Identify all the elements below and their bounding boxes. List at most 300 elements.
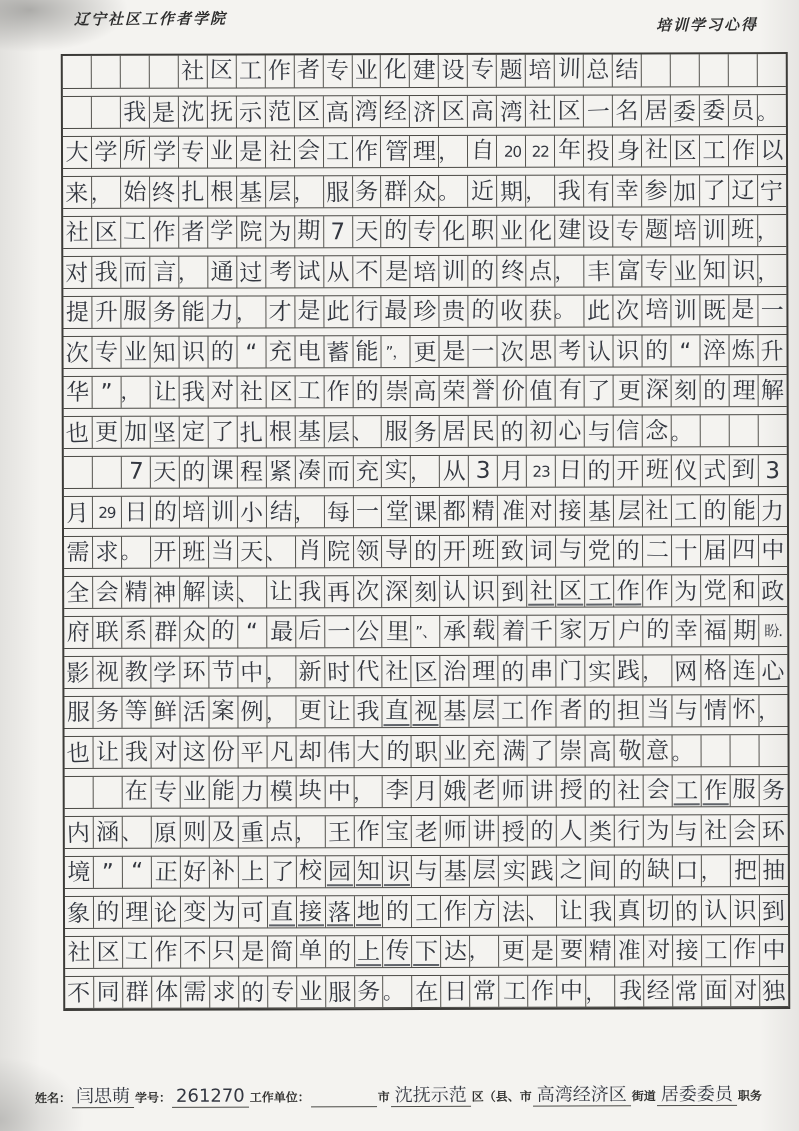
grid-cell [671, 175, 700, 206]
handwritten-char: 作 [152, 219, 176, 246]
handwritten-char: 让 [327, 698, 351, 725]
grid-cell [296, 656, 325, 687]
text-row [64, 574, 787, 609]
grid-cell [643, 455, 672, 486]
handwritten-char: 是 [530, 938, 554, 965]
grid-cell [121, 56, 150, 88]
grid-cell [441, 616, 470, 647]
grid-cell [729, 215, 758, 246]
handwritten-char: 体 [155, 978, 179, 1006]
handwritten-char: 视 [95, 659, 119, 686]
grid-cell [702, 855, 731, 886]
handwritten-char: 名 [615, 97, 639, 125]
grid-cell [411, 376, 440, 407]
handwritten-char: 当 [645, 696, 670, 724]
handwritten-char: 宁 [760, 178, 784, 206]
handwritten-char: 知 [356, 858, 380, 885]
grid-cell [181, 937, 210, 968]
grid-cell [383, 696, 412, 727]
grid-cell [760, 975, 788, 1006]
grid-cell [65, 817, 94, 848]
handwritten-char: 了 [530, 738, 554, 765]
handwritten-char: 加 [673, 178, 698, 206]
grid-cell [383, 736, 412, 767]
grid-cell [239, 856, 268, 887]
handwritten-char: 学 [153, 138, 177, 166]
grid-cell [296, 816, 325, 847]
handwritten-char: 作 [443, 898, 467, 925]
grid-cell [324, 376, 353, 407]
grid-cell [526, 96, 555, 127]
handwritten-char: 终 [151, 179, 176, 207]
handwritten-char: 活 [182, 699, 206, 726]
handwritten-char: 社 [704, 817, 728, 844]
grid-cell [267, 576, 296, 607]
handwritten-char: 众 [412, 179, 437, 206]
grid-cell [585, 656, 614, 687]
grid-cell [412, 736, 441, 767]
grid-cell [267, 616, 296, 647]
grid-cell [353, 336, 382, 367]
grid-cell [238, 496, 267, 527]
grid-cell [470, 936, 499, 967]
handwritten-char: 致 [500, 538, 524, 565]
handwritten-char: 对 [210, 377, 235, 405]
handwritten-char: 鲜 [153, 699, 177, 726]
handwritten-char: 更 [412, 339, 437, 366]
grid-cell [266, 416, 295, 447]
grid-cell [469, 456, 498, 487]
grid-cell [644, 855, 673, 886]
handwritten-char: 大 [65, 139, 89, 166]
grid-cell [644, 935, 673, 966]
grid-cell [441, 936, 470, 967]
handwritten-char: 案 [211, 697, 236, 725]
handwritten-char: 次 [615, 297, 640, 325]
grid-cell [614, 375, 643, 406]
handwritten-char: 富 [616, 257, 641, 285]
grid-cell [123, 977, 152, 1008]
handwritten-char: 天 [153, 459, 177, 486]
grid-cell [266, 456, 295, 487]
handwritten-char: 服 [384, 418, 408, 445]
footer-printed-label: 区（县、市 [471, 1089, 532, 1104]
grid-cell [93, 497, 122, 528]
grid-cell [179, 137, 208, 168]
grid-cell [325, 536, 354, 567]
handwritten-char: 服 [123, 297, 148, 325]
grid-cell [555, 136, 584, 167]
handwritten-char: ， [758, 699, 779, 724]
grid-cell [237, 136, 266, 167]
footer-printed-label: 街道 [631, 1089, 656, 1104]
handwritten-char: 需 [66, 539, 90, 566]
handwritten-char: 重 [240, 819, 265, 847]
handwritten-char: 中 [559, 978, 583, 1005]
grid-cell [354, 656, 383, 687]
handwritten-char: 准 [501, 498, 526, 525]
grid-cell [585, 336, 614, 367]
text-row [63, 214, 786, 249]
grid-cell [758, 175, 786, 206]
footer-printed-label: 学号： [134, 1090, 172, 1105]
grid-cell [470, 696, 499, 727]
grid-cell [410, 55, 439, 87]
grid-cell [527, 576, 556, 607]
grid-cell [730, 615, 759, 646]
handwritten-char: 而 [326, 458, 350, 485]
text-row [65, 974, 788, 1009]
handwritten-char: 居 [644, 97, 668, 124]
grid-cell [121, 97, 150, 128]
handwritten-char: 与 [674, 697, 698, 724]
grid-cell [585, 376, 614, 407]
handwritten-char: 新 [298, 658, 322, 685]
grid-cell [296, 776, 325, 807]
grid-cell [642, 95, 671, 126]
handwritten-char: 结 [269, 498, 294, 526]
handwritten-char: 区 [413, 659, 438, 686]
handwritten-char: 专 [470, 56, 495, 84]
grid-cell [324, 176, 353, 207]
grid-cell [643, 695, 672, 726]
handwritten-char: 作 [530, 698, 554, 725]
handwritten-char: 识 [471, 578, 496, 605]
handwritten-char: “ [130, 858, 144, 885]
handwritten-char: 次 [499, 338, 524, 366]
grid-cell [239, 976, 268, 1007]
grid-cell [268, 856, 297, 887]
grid-cell [324, 456, 353, 487]
grid-cell [671, 95, 700, 126]
grid-cell [615, 935, 644, 966]
handwritten-char: 上 [241, 858, 265, 885]
grid-cell [586, 696, 615, 727]
text-row [64, 694, 787, 729]
handwritten-char: 高 [587, 738, 612, 766]
handwritten-char: 深 [644, 376, 669, 404]
handwritten-char: 解 [182, 579, 206, 606]
grid-cell [151, 737, 180, 768]
grid-cell [498, 536, 527, 567]
handwritten-char: 及 [211, 818, 236, 846]
grid-cell [700, 175, 729, 206]
handwritten-char: 者 [558, 696, 583, 724]
grid-cell [265, 55, 294, 87]
grid-cell [526, 216, 555, 247]
handwritten-char: ， [178, 260, 199, 285]
handwritten-char: 会 [95, 579, 119, 606]
handwritten-char: ， [469, 938, 490, 964]
grid-cell [352, 55, 381, 87]
grid-cell [179, 257, 208, 288]
handwritten-char: 环 [761, 818, 786, 846]
grid-cell [470, 736, 499, 767]
grid-cell [759, 535, 787, 566]
grid-cell [585, 456, 614, 487]
handwritten-char: 能 [733, 497, 757, 524]
grid-cell [642, 54, 671, 86]
grid-cell [382, 536, 411, 567]
grid-cell [238, 576, 267, 607]
grid-cell [122, 657, 151, 688]
handwritten-char: 力 [760, 498, 785, 526]
handwritten-char: 中 [240, 659, 265, 687]
grid-cell [209, 496, 238, 527]
handwritten-char: 日 [444, 978, 468, 1005]
grid-cell [499, 816, 528, 847]
handwritten-char: 高 [470, 98, 494, 125]
grid-cell [527, 296, 556, 327]
grid-cell [324, 336, 353, 367]
handwritten-char: 网 [674, 658, 699, 686]
handwritten-char: 作 [326, 378, 350, 405]
handwritten-char: 只 [211, 937, 236, 965]
handwritten-char: 社 [529, 578, 553, 605]
text-row [63, 294, 786, 329]
text-row [64, 534, 787, 569]
handwritten-char: 委 [702, 97, 726, 124]
grid-cell [353, 496, 382, 527]
handwritten-char: 是 [731, 296, 756, 324]
handwritten-char: 补 [211, 857, 236, 885]
handwritten-char: 肖 [297, 537, 322, 565]
grid-cell [614, 455, 643, 486]
handwritten-char: 训 [673, 297, 697, 324]
grid-cell [294, 96, 323, 127]
handwritten-char: 把 [733, 857, 758, 884]
handwritten-char: 娥 [443, 778, 467, 805]
grid-cell [528, 816, 557, 847]
grid-cell [440, 376, 469, 407]
text-row [64, 414, 787, 449]
grid-cell [730, 575, 759, 606]
handwritten-char: 培 [412, 259, 437, 286]
handwritten-char: 班 [182, 539, 206, 566]
grid-cell [555, 256, 584, 287]
handwritten-char: 湾 [499, 98, 524, 126]
grid-cell [150, 56, 179, 88]
grid-cell [210, 896, 239, 927]
handwritten-char: 的 [703, 497, 727, 524]
grid-cell [121, 137, 150, 168]
grid-cell [441, 816, 470, 847]
grid-cell [94, 817, 123, 848]
grid-cell [642, 255, 671, 286]
handwritten-char: 区 [673, 137, 697, 164]
handwritten-char: 值 [529, 378, 553, 405]
handwritten-char: 师 [501, 778, 525, 805]
grid-cell [528, 976, 557, 1007]
handwritten-char: 了 [587, 378, 611, 405]
grid-cell [93, 457, 122, 488]
grid-cell [557, 896, 586, 927]
handwritten-char: 解 [760, 377, 785, 404]
handwritten-char: 湾 [354, 98, 378, 125]
grid-cell [643, 655, 672, 686]
handwritten-char: 实 [502, 858, 526, 885]
handwritten-char: 开 [153, 539, 177, 566]
handwritten-char: 着 [501, 618, 526, 645]
grid-cell [439, 136, 468, 167]
text-row [65, 774, 788, 809]
handwritten-char: 区 [558, 578, 582, 605]
header-institution: 辽宁社区工作者学院 [73, 11, 228, 29]
handwritten-char: 落 [327, 899, 352, 927]
grid-cell [672, 615, 701, 646]
handwritten-char: 情 [703, 697, 727, 724]
grid-cell [93, 737, 122, 768]
grid-cell [701, 655, 730, 686]
grid-cell [470, 816, 499, 847]
handwritten-char: 党 [587, 538, 611, 565]
grid-cell [701, 615, 730, 646]
grid-cell [94, 857, 123, 888]
grid-cell [730, 735, 759, 766]
grid-cell [701, 495, 730, 526]
grid-cell [383, 616, 412, 647]
handwritten-char: 更 [298, 697, 323, 725]
grid-cell [672, 655, 701, 686]
handwritten-char: 培 [673, 217, 697, 244]
grid-cell [150, 257, 179, 288]
grid-cell [151, 657, 180, 688]
grid-cell [266, 176, 295, 207]
handwritten-char: 工 [414, 899, 439, 926]
handwritten-char: 达 [443, 938, 467, 965]
grid-cell [758, 135, 786, 166]
handwritten-char: 承 [443, 618, 467, 645]
grid-cell [237, 336, 266, 367]
grid-cell [179, 377, 208, 408]
grid-cell [700, 215, 729, 246]
handwritten-char: 工 [502, 978, 527, 1005]
grid-cell [760, 855, 788, 886]
handwritten-char: 最 [270, 618, 294, 646]
handwritten-char: 层 [472, 856, 497, 884]
grid-cell [671, 54, 700, 86]
grid-cell [238, 456, 267, 487]
handwritten-char: 仪 [674, 457, 698, 484]
handwritten-char: 。 [383, 979, 404, 1005]
grid-cell [382, 176, 411, 207]
footer-blank-line [311, 1090, 377, 1107]
grid-cell [758, 335, 786, 366]
handwritten-char: 。 [438, 179, 459, 204]
grid-cell [152, 777, 181, 808]
handwritten-char: 对 [646, 936, 671, 964]
grid-cell [498, 416, 527, 447]
grid-cell [643, 495, 672, 526]
grid-cell [731, 815, 760, 846]
handwritten-char: 社 [385, 658, 409, 685]
grid-cell [267, 736, 296, 767]
grid-cell [700, 95, 729, 126]
handwritten-char: 识 [616, 337, 640, 365]
handwritten-char: 加 [124, 419, 148, 446]
handwritten-char: 知 [702, 257, 726, 284]
grid-cell [93, 577, 122, 608]
handwritten-char: 的 [500, 418, 525, 446]
handwritten-char: 区 [96, 939, 120, 966]
grid-cell [65, 777, 94, 808]
handwritten-char: 群 [154, 618, 178, 646]
handwritten-char: 盼. [764, 621, 783, 640]
grid-cell [266, 296, 295, 327]
handwritten-char: 以 [760, 137, 784, 164]
handwritten-char: 老 [472, 776, 496, 804]
grid-cell [353, 256, 382, 287]
handwritten-char: 业 [123, 339, 147, 366]
grid-cell [730, 655, 759, 686]
grid-cell [469, 336, 498, 367]
handwritten-char: 传 [385, 937, 410, 964]
grid-cell [123, 777, 152, 808]
handwritten-char: 崇 [385, 378, 409, 405]
handwritten-char: 的 [328, 938, 352, 965]
grid-cell [557, 936, 586, 967]
grid-cell [410, 136, 439, 167]
grid-cell [355, 936, 384, 967]
grid-cell [440, 216, 469, 247]
grid-cell [556, 336, 585, 367]
handwritten-char: 有 [586, 178, 611, 206]
grid-cell [497, 176, 526, 207]
grid-cell [758, 215, 786, 246]
grid-cell [469, 216, 498, 247]
grid-cell [498, 376, 527, 407]
handwritten-char: 业 [354, 58, 378, 85]
handwritten-char: 让 [269, 578, 293, 605]
handwritten-char: 等 [124, 697, 149, 725]
handwritten-char: 原 [153, 819, 178, 847]
handwritten-char: 对 [734, 977, 758, 1004]
handwritten-char: 训 [442, 258, 466, 285]
handwritten-char: 社 [528, 98, 552, 125]
handwritten-char: 实 [384, 457, 409, 484]
grid-cell [237, 256, 266, 287]
handwritten-char: 的 [675, 898, 699, 926]
handwritten-char: 在 [124, 777, 149, 805]
grid-cell [469, 416, 498, 447]
grid-cell [615, 855, 644, 886]
handwritten-char: ， [757, 219, 778, 244]
handwritten-char: 户 [617, 617, 642, 645]
grid-cell [179, 97, 208, 128]
grid-cell [65, 857, 94, 888]
grid-cell [381, 136, 410, 167]
grid-cell [267, 776, 296, 807]
grid-cell [92, 297, 121, 328]
grid-cell [92, 177, 121, 208]
grid-cell [354, 616, 383, 647]
handwritten-char: 。 [756, 99, 778, 125]
grid-cell [295, 176, 324, 207]
handwritten-char: 作 [645, 577, 669, 604]
handwritten-char: 后 [297, 617, 322, 645]
handwritten-char: 设 [441, 57, 465, 84]
handwritten-char: 设 [586, 218, 610, 245]
handwritten-char: 常 [675, 978, 700, 1006]
handwritten-char: 单 [298, 937, 323, 965]
handwritten-char: 业 [443, 738, 467, 765]
grid-cell [441, 776, 470, 807]
grid-cell [121, 297, 150, 328]
grid-cell [642, 215, 671, 246]
grid-cell [63, 56, 92, 88]
grid-cell [760, 775, 788, 806]
grid-cell [93, 617, 122, 648]
